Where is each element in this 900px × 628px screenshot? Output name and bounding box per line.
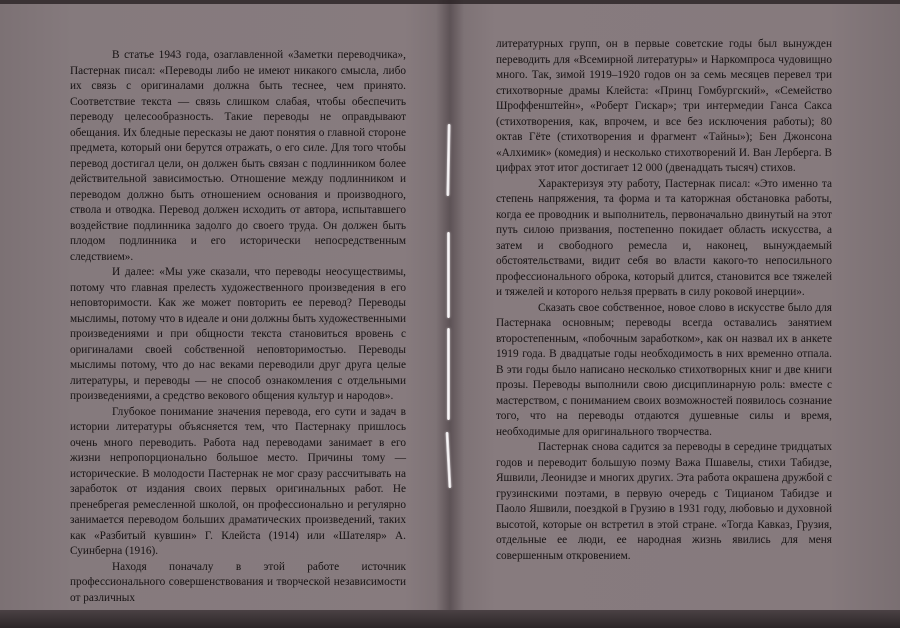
paragraph: Характеризуя эту работу, Пастернак писал: «Это именно та степень напряжения, та форма и та каторжная обстановка работы, когда ее проводник и выполнитель, первоначально двинутый на этот путь силою призвания, постепенно покидает область искусства, а затем и свободного ремесла и, наконец, вынуждаемый обстоятельствами, видит себя во власти какого-то непосильного профессионального оброка, который длится, становится все тяжелей и тяжелей и которого нельзя прервать в силу роковой инерции». <box>496 177 832 298</box>
paragraph: Глубокое понимание значения перевода, его сути и задач в истории литературы объясняется тем, что Пастернаку пришлось очень много переводить. Работа над переводами занимает в его жизни непропорционально большое место. Причины тому — исторические. В молодости Пастернак не мог сразу рассчитывать на заработок от издания своих первых оригинальных работ. Не пренебрегая ремесленной школой, он профессионально и регулярно занимается переводом больших драматических произведений, таких как «Разбитый кувшин» Г. Клейста (1914) или «Шателяр» А. Суинберна (1916). <box>70 405 406 557</box>
left-page-text <box>70 48 406 606</box>
paragraph: Находя поначалу в этой работе источник профессионального совершенствования и творческой независимости от различных <box>70 560 406 604</box>
paragraph: литературных групп, он в первые советские годы был вынужден переводить для «Всемирной литературы» и Наркомпроса чудовищно много. Так, зимой 1919–1920 годов он за семь месяцев перевел три стихотворные драмы Клейста: «Принц Гомбургский», «Семейство Шроффенштейн», «Роберт Гискар»; три интермедии Ганса Сакса (стихотворения, как, впрочем, и все без исключения работы); 80 октав Гёте (стихотворения и фрагмент «Тайны»); Бен Джонсона «Алхимик» (комедия) и несколько стихотворений И. Ван Лерберга. В цифрах этот итог достигает 12 000 (двенадцать тысяч) стихов. <box>496 38 832 174</box>
paragraph: В статье 1943 года, озаглавленной «Заметки переводчика», Пастернак писал: «Переводы либо не имеют никакого смысла, либо их связь с оригиналами должна быть теснее, чем принято. Соответствие текста — связь слишком слабая, чтобы обеспечить переводу целесообразность. Такие переводы не оправдывают обещания. Их бледные пересказы не дают понятия о главной стороне предмета, который они берутся отражать, о его силе. Для того чтобы перевод достигал цели, он должен быть связан с подлинником более действительной зависимостью. Отношение между подлинником и переводом должно быть отношением основания и производного, ствола и отводка. Перевод должен исходить от автора, испытавшего воздействие подлинника задолго до своего труда. Он должен быть плодом подлинника и его исторически непосредственным следствием». <box>70 49 406 263</box>
paragraph: Сказать свое собственное, новое слово в искусстве было для Пастернака основным; переводы всегда оставались занятием второстепенным, «побочным заработком», как он назвал их в анкете 1919 года. В двадцатые годы необходимость в них временно отпала. В эти годы было написано несколько стихотворных книг и две книги прозы. Переводы выполнили свою дисциплинарную роль: вместе с мастерством, с пониманием своих возможностей появилось сознание того, что на переводы отдаются душевные силы и время, необходимые для оригинального творчества. <box>496 301 832 438</box>
paragraph: Пастернак снова садится за переводы в середине тридцатых годов и переводит большую поэму Важа Пшавелы, стихи Табидзе, Яшвили, Леонидзе и многих других. Эта работа окрашена дружбой с грузинскими поэтами, в первую очередь с Тицианом Табидзе и Паоло Яшвили, поездкой в Грузию в 1931 году, любовью и духовной высотой, которые он встретил в этой стране. «Тогда Кавказ, Грузия, отдельные ее люди, ее народная жизнь явились для меня совершенным откровением. <box>496 441 832 562</box>
paragraph: И далее: «Мы уже сказали, что переводы неосуществимы, потому что главная прелесть художественного произведения в его неповторимости. Как же может повторить ее перевод? Переводы мыслимы, потому что в идеале и они должны быть художественными произведениями и при общности текста становиться вровень с оригиналами своей собственной неповторимостью. Переводы мыслимы потому, что до нас веками переводили друг друга целые литературы, и переводы — не способ ознакомления с отдельными произведениями, а средство векового общения культур и народов». <box>70 266 407 402</box>
bottom-edge <box>0 610 900 628</box>
left-page <box>0 0 450 610</box>
right-page-text <box>496 37 832 564</box>
